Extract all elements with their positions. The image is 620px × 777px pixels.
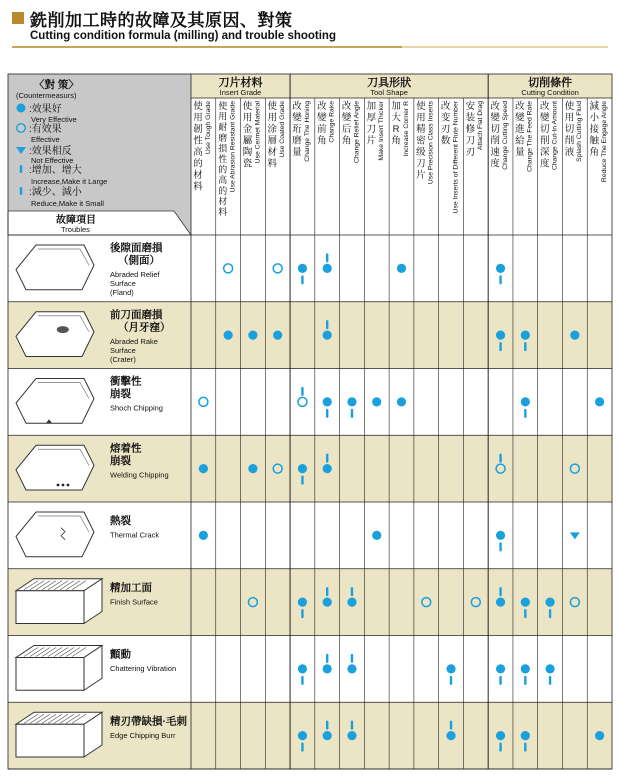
cell-mark — [323, 253, 332, 273]
column-header-zh: 改變進給量 — [515, 101, 525, 158]
trouble-label-zh: 衝擊性崩裂 — [110, 375, 142, 400]
column-header-en: Change Relief Angle — [353, 101, 361, 163]
arrow-down-icon — [499, 676, 501, 685]
column-header-zh: 改變后角 — [341, 101, 352, 147]
cell-mark — [323, 397, 332, 418]
triangle-icon — [570, 532, 580, 539]
cell-mark — [298, 264, 307, 285]
column-header-zh: 安装修刀刃 — [465, 101, 476, 158]
column-header-en: Splash Cutting Fluid — [576, 101, 584, 162]
cell-mark — [496, 664, 505, 685]
dot-icon — [347, 731, 356, 740]
group-header-zh: 切削條件 — [528, 77, 573, 89]
column-header-zh: 加大 R 角 — [391, 101, 401, 147]
arrow-up-icon — [326, 721, 328, 730]
troubles-label-en: Troubles — [61, 225, 90, 234]
group-header-zh: 刀具形狀 — [367, 77, 412, 89]
column-header-en: Change The Feed Rate — [526, 101, 534, 172]
arrow-up-icon — [450, 721, 452, 730]
dot-icon — [397, 397, 406, 406]
circle-icon — [199, 397, 208, 406]
arrow-down-icon — [326, 409, 328, 418]
dot-icon — [298, 598, 307, 607]
cell-mark — [595, 731, 604, 740]
workpiece-edge-burr-icon — [16, 712, 102, 757]
arrow-down-icon — [301, 676, 303, 685]
cell-mark — [298, 664, 307, 685]
legend-item-en: Increase,Make it Large — [31, 177, 108, 186]
arrow-down-icon — [301, 275, 303, 284]
column-header — [514, 100, 534, 172]
trouble-label-en: Edge Chipping Burr — [110, 730, 176, 740]
dot-icon — [496, 531, 505, 540]
dot-icon — [323, 731, 332, 740]
dot-icon — [224, 331, 233, 340]
column-header-zh: 使用韌性高的材料 — [193, 101, 203, 193]
dot-icon — [496, 598, 505, 607]
column-header — [489, 100, 509, 170]
dot-icon — [496, 264, 505, 273]
column-header-zh: 加厚刀片 — [366, 101, 377, 147]
column-header-zh: 改變珩磨量 — [292, 101, 302, 158]
group-header-en: Insert Grade — [219, 88, 262, 97]
cell-mark — [397, 264, 406, 273]
cell-mark — [570, 331, 579, 340]
trouble-label-zh: 顫動 — [110, 648, 131, 661]
dot-icon — [496, 664, 505, 673]
arrow-up-icon — [499, 587, 501, 596]
insert-shock-chipping-icon — [16, 379, 94, 424]
cell-mark — [248, 331, 257, 340]
cell-mark — [372, 531, 381, 540]
column-header-en: Use Inserts of Different Flute Number — [452, 100, 460, 214]
legend-title-zh: 〈對 策〉 — [34, 79, 79, 91]
dot-icon — [372, 397, 381, 406]
arrow-down-icon — [549, 676, 551, 685]
legend-item-en: Not Effective — [31, 156, 74, 165]
column-header-zh: 使用金屬陶瓷 — [242, 101, 253, 170]
dot-icon — [347, 664, 356, 673]
cell-mark — [397, 397, 406, 406]
dot-icon — [323, 598, 332, 607]
arrow-up-icon — [499, 454, 501, 463]
trouble-label-en: Chattering Vibration — [110, 664, 177, 673]
dot-icon — [17, 104, 26, 113]
arrow-up-icon — [326, 654, 328, 663]
column-header — [193, 100, 212, 193]
arrow-down-icon — [301, 476, 303, 485]
column-header — [565, 100, 584, 162]
arrow-down-icon — [450, 676, 452, 685]
trouble-label-zh: 熔着性崩裂 — [110, 442, 142, 467]
column-header — [218, 100, 236, 217]
arrow-up-icon — [326, 587, 328, 596]
arrow-down-icon — [524, 409, 526, 418]
trouble-label-en: Finish Surface — [110, 597, 158, 607]
cell-mark — [199, 397, 208, 406]
cell-mark — [298, 387, 307, 407]
trouble-row — [16, 375, 163, 424]
column-header-en: Use Coated Grade — [279, 101, 287, 158]
arrow-up-icon — [326, 253, 328, 262]
dot-icon — [521, 397, 530, 406]
trouble-label-en: Shoch Chipping — [110, 403, 163, 413]
column-header-zh: 使用精密级刀片 — [416, 101, 426, 181]
arrow-up-icon — [301, 387, 303, 396]
trouble-label-en: Abraded Rake Surface (Crater) — [110, 336, 158, 364]
arrow-down-icon — [524, 676, 526, 685]
column-header-zh: 使用耐磨損性的高的材料 — [218, 101, 228, 217]
column-header-en: Increase Corner R — [402, 101, 410, 157]
dot-icon — [496, 331, 505, 340]
column-header — [416, 100, 435, 184]
arrow-down-icon — [499, 342, 501, 351]
dot-icon — [595, 397, 604, 406]
trouble-label-en: Welding Chipping — [110, 470, 169, 480]
group-header-en: Tool Shape — [370, 88, 408, 97]
cell-mark — [521, 664, 530, 685]
dot-icon — [446, 664, 455, 673]
dot-icon — [199, 464, 208, 473]
column-header — [466, 100, 485, 158]
cell-mark — [224, 331, 233, 340]
legend-item-en: Effective — [31, 135, 60, 144]
arrow-up-icon — [326, 454, 328, 463]
arrow-down-icon — [499, 275, 501, 284]
column-header — [539, 100, 559, 170]
cell-mark — [224, 264, 233, 273]
trouble-row — [16, 646, 176, 691]
arrow-down-icon — [524, 609, 526, 618]
cell-mark — [570, 532, 580, 539]
legend-item-en: Reduce,Make it Small — [31, 199, 104, 208]
column-header — [243, 100, 262, 170]
column-header-zh: 使用涂層材料 — [267, 101, 278, 170]
trouble-label-zh: 精加工面 — [110, 581, 152, 594]
column-header-en: Make Insert Thicker — [378, 101, 386, 161]
trouble-label-en: Thermal Crack — [110, 530, 160, 540]
dot-icon — [521, 598, 530, 607]
arrow-up-icon — [351, 587, 353, 596]
dot-icon — [248, 331, 257, 340]
cell-mark — [273, 331, 282, 340]
circle-icon — [224, 264, 233, 273]
column-header-zh: 改變前角 — [317, 101, 327, 147]
workpiece-finish-surface-icon — [16, 579, 102, 624]
arrow-up-icon — [20, 165, 22, 173]
column-header — [391, 100, 410, 157]
trouble-label-en: Abraded Relief Surface (Fland) — [110, 270, 160, 297]
column-header-en: Change The Honing — [303, 101, 311, 162]
dot-icon — [570, 331, 579, 340]
cell-mark — [273, 264, 282, 273]
cell-mark — [347, 654, 356, 674]
column-header-en: Use Tough Grade — [204, 101, 212, 155]
column-header — [367, 100, 386, 161]
column-header — [441, 100, 460, 213]
column-header — [268, 100, 287, 170]
arrow-down-icon — [351, 409, 353, 418]
dot-icon — [298, 464, 307, 473]
insert-thermal-crack-icon — [16, 512, 94, 557]
dot-icon — [199, 531, 208, 540]
page-title-zh: 銑削加工時的故障及其原因、對策 — [30, 11, 293, 30]
troubles-label-zh: 故障項目 — [56, 215, 96, 226]
arrow-down-icon — [524, 743, 526, 752]
column-header-zh: 改變切削深度 — [539, 101, 550, 170]
dot-icon — [446, 731, 455, 740]
row-band — [8, 435, 612, 502]
dot-icon — [347, 397, 356, 406]
legend-item-zh: :增加、增大 — [29, 165, 82, 176]
dot-icon — [298, 731, 307, 740]
cell-mark — [545, 664, 554, 685]
column-header-en: Change Cutting Speed — [501, 101, 509, 170]
cell-mark — [372, 397, 381, 406]
arrow-down-icon — [549, 609, 551, 618]
arrow-down-icon — [524, 342, 526, 351]
column-header-en: Change Rake — [328, 101, 336, 143]
column-header-en: Use Cermet Material — [254, 101, 262, 164]
trouble-row — [16, 241, 163, 297]
dot-icon — [298, 264, 307, 273]
trouble-label-zh: 熱裂 — [110, 515, 131, 527]
trouble-label-zh: 精刃帶缺損·毛刺 — [110, 715, 187, 728]
page-title-en: Cutting condition formula (milling) and trouble shooting — [30, 30, 336, 42]
column-header — [589, 100, 608, 182]
dot-icon — [521, 664, 530, 673]
column-header-en: Change Cut-In Amount — [551, 101, 559, 171]
cell-mark — [199, 464, 208, 473]
arrow-up-icon — [351, 721, 353, 730]
cell-mark — [323, 654, 332, 674]
cell-mark — [446, 664, 455, 685]
legend-item-zh: :效果相反 — [29, 146, 72, 157]
arrow-up-icon — [351, 654, 353, 663]
circle-icon — [298, 397, 307, 406]
dot-icon — [397, 264, 406, 273]
arrow-down-icon — [301, 743, 303, 752]
insert-relief-wear-icon — [16, 245, 94, 290]
column-header-en: Use Abrasion Resistant Grade — [229, 101, 237, 193]
group-header-en: Cutting Condition — [521, 88, 579, 97]
column-header-en: Reduce The Engage Angle — [601, 101, 608, 183]
legend-item-en: Very Effective — [31, 115, 77, 124]
column-header-zh: 改变刃数 — [440, 101, 451, 147]
troubles-tab — [8, 211, 191, 235]
circle-icon — [273, 264, 282, 273]
dot-icon — [298, 664, 307, 673]
dot-icon — [521, 731, 530, 740]
cell-mark — [199, 531, 208, 540]
arrow-down-icon — [301, 609, 303, 618]
group-header-zh: 刀片材料 — [218, 77, 263, 89]
trouble-label-zh: 前刀面磨損（月牙窪） — [110, 308, 171, 334]
dot-icon — [323, 264, 332, 273]
dot-icon — [595, 731, 604, 740]
trouble-row — [16, 512, 159, 557]
legend-item-zh: :減少、減小 — [29, 187, 82, 198]
legend-item-zh: :有效果 — [29, 124, 62, 135]
column-header-en: Attach Flat Drag — [477, 101, 485, 151]
arrow-up-icon — [326, 320, 328, 329]
dot-icon — [248, 464, 257, 473]
arrow-down-icon — [499, 542, 501, 551]
column-header-zh: 改變切削速度 — [490, 101, 500, 170]
legend-title-en: (Countermeasurs) — [16, 91, 77, 100]
trouble-label-zh: 後隙面磨損（側面） — [110, 242, 163, 267]
cell-mark — [496, 531, 505, 552]
column-header-en: Use Precision Class Inserts — [427, 101, 435, 185]
cell-mark — [496, 264, 505, 285]
dot-icon — [323, 397, 332, 406]
dot-icon — [496, 731, 505, 740]
dot-icon — [545, 664, 554, 673]
dot-icon — [273, 331, 282, 340]
column-header — [291, 100, 311, 162]
cell-mark — [347, 397, 356, 418]
workpiece-chattering-icon — [16, 646, 102, 691]
dot-icon — [323, 664, 332, 673]
cell-mark — [248, 464, 257, 473]
dot-icon — [521, 331, 530, 340]
column-header — [316, 100, 336, 147]
dot-icon — [323, 331, 332, 340]
arrow-down-icon — [20, 187, 22, 195]
dot-icon — [323, 464, 332, 473]
column-header-zh: 減小接触角 — [589, 101, 599, 158]
dot-icon — [347, 598, 356, 607]
arrow-down-icon — [499, 743, 501, 752]
cell-mark — [521, 397, 530, 418]
column-header-zh: 使用切削液 — [564, 101, 575, 158]
cell-mark — [595, 397, 604, 406]
dot-icon — [372, 531, 381, 540]
dot-icon — [545, 598, 554, 607]
legend-item-zh: :效果好 — [29, 104, 62, 115]
column-header — [341, 100, 361, 163]
